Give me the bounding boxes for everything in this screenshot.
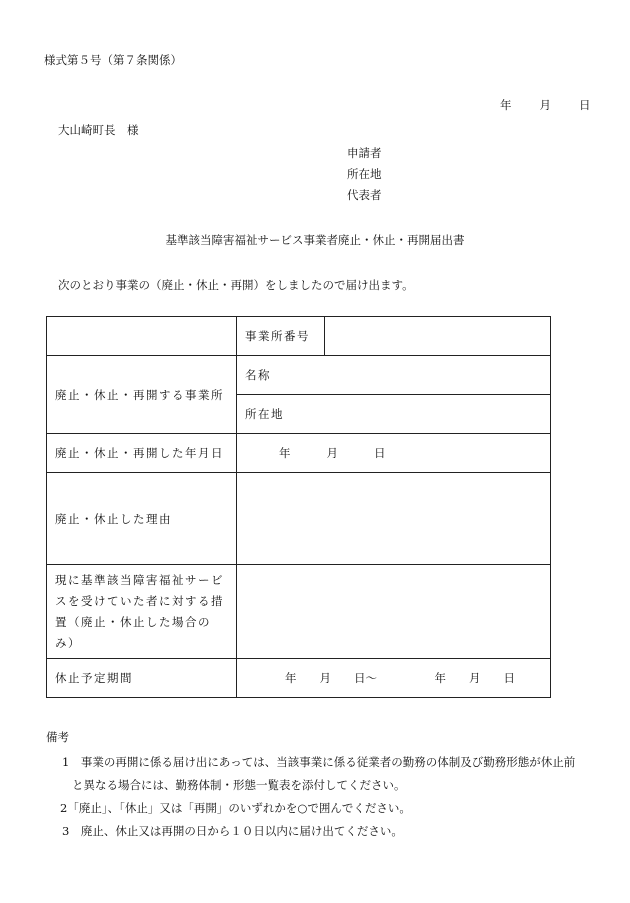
applicant-location-label: 所在地	[347, 167, 382, 181]
date-field-day: 日	[374, 446, 386, 460]
measures-field[interactable]	[237, 565, 551, 659]
date-field-year: 年	[279, 446, 291, 460]
note-item-continued: と異なる場合には、勤務体制・形態一覧表を添付してください。	[72, 778, 406, 792]
representative-label: 代表者	[347, 188, 382, 202]
document-title: 基準該当障害福祉サービス事業者廃止・休止・再開届出書	[165, 233, 465, 247]
form-number-label: 様式第５号（第７条関係）	[44, 53, 182, 67]
period-row	[47, 659, 551, 698]
note-item: 3 廃止、休止又は再開の日から１０日以内に届け出てください。	[62, 824, 403, 838]
reason-row	[47, 473, 551, 565]
notes-heading: 備考	[46, 730, 69, 744]
intro-text: 次のとおり事業の（廃止・休止・再開）をしましたので届け出ます。	[58, 278, 414, 292]
name-label: 名称	[245, 368, 271, 382]
reason-label: 廃止・休止した理由	[47, 473, 237, 565]
reason-field[interactable]	[237, 473, 551, 565]
date-year: 年	[500, 98, 512, 112]
submission-date	[500, 97, 591, 113]
date-day: 日	[579, 98, 591, 112]
date-field-month: 月	[326, 446, 338, 460]
note-item: 2「廃止」、「休止」又は「再開」のいずれかを○で囲んでください。	[60, 801, 411, 815]
period-field[interactable]: 年 月 日～ 年 月 日	[237, 659, 551, 698]
address-label: 所在地	[245, 407, 284, 421]
measures-label: 現に基準該当障害福祉サービスを受けていた者に対する措置（廃止・休止した場合のみ）	[47, 565, 237, 659]
date-field[interactable]	[237, 434, 551, 473]
office-name-field[interactable]	[237, 356, 551, 395]
period-label: 休止予定期間	[47, 659, 237, 698]
office-name-row	[47, 356, 551, 395]
date-row-label: 廃止・休止・再開した年月日	[47, 434, 237, 473]
applicant-block	[347, 143, 382, 206]
note-item: 1 事業の再開に係る届け出にあっては、当該事業に係る従業者の勤務の体制及び勤務形態が休止前	[62, 755, 576, 769]
office-row-label: 廃止・休止・再開する事業所	[47, 356, 237, 434]
office-number-label: 事業所番号	[237, 317, 325, 356]
measures-row	[47, 565, 551, 659]
date-month: 月	[539, 98, 551, 112]
office-address-field[interactable]	[237, 395, 551, 434]
applicant-label: 申請者	[347, 146, 382, 160]
blank-cell	[47, 317, 237, 356]
addressee: 大山崎町長 様	[58, 123, 139, 137]
notification-form-table	[46, 316, 551, 698]
office-number-field[interactable]	[325, 317, 551, 356]
date-row	[47, 434, 551, 473]
office-number-row	[47, 317, 551, 356]
